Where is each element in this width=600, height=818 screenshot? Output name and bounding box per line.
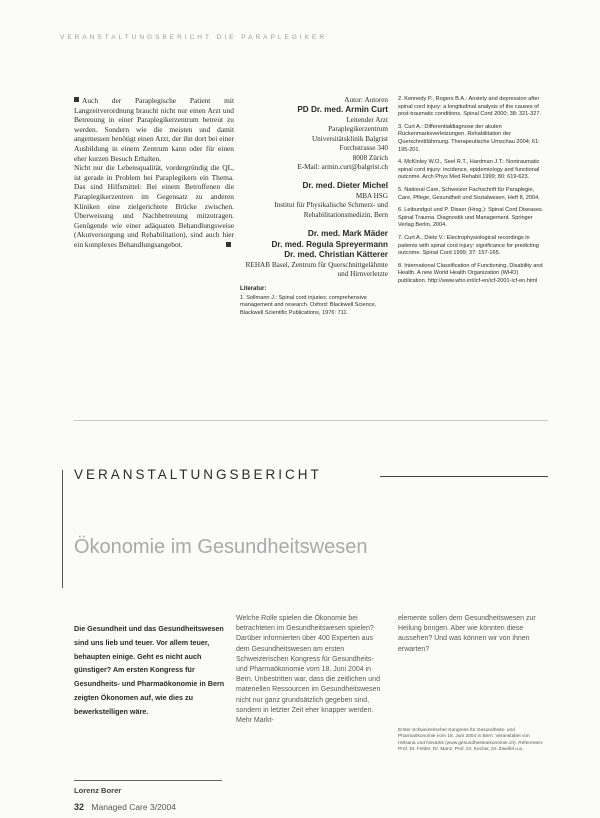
lead-paragraph: Die Gesundheit und das Gesundheitswesen sind uns lieb und teuer. Vor allem teuer, behaupten einige. Geht es nicht auch günstiger? Am ersten Kongress für Gesundheits- und Pharmaökonomie in Bern zeigten Ökonomen auf, wie dies zu bewerkstelligen wäre. xyxy=(74,624,225,716)
section-label: VERANSTALTUNGSBERICHT xyxy=(74,467,322,482)
paragraph xyxy=(74,163,234,249)
author-line: 8008 Zürich xyxy=(352,153,388,162)
paragraph xyxy=(74,96,234,163)
page-number: 32 xyxy=(74,802,85,812)
journal-name: Managed Care 3/2004 xyxy=(91,802,176,812)
author-line: Institut für Physikalische Schmerz- und Rehabilitationsmedizin, Bern xyxy=(274,201,388,219)
footnote: Erster Schweizerischer Kongress für Gesundheits- und Pharmaökonomie vom 18. Juni 2004 in Bern. Veranstaltet von Helsana und Novartis (www.gesundheitsoekonomie.ch). Referenten: Prof. Dr. Felder, Dr. Manz, Prof. Dr. Kocher, Dr. Zweifel u.a. xyxy=(398,728,544,752)
page-footer xyxy=(74,802,176,812)
section-divider xyxy=(74,420,548,421)
author-line: REHAB Basel, Zentrum für Querschnittgelähmte und Hirnverletzte xyxy=(245,260,388,278)
author-line: Universitätsklinik Balgrist xyxy=(311,134,388,143)
body-column-1: Welche Rolle spielen die Ökonomie bei betrachteten im Gesundheitswesen spielen? Darüber informierten über 400 Experten aus dem Gesundheitswesen am ersten Schweizerischen Kongress für Gesundheits- und Pharmaökonomie vom 18. Juni 2004 in Bern. Unbestritten war, dass die zeitlichen und materiellen Ressourcen im Gesundheitswesen nicht nur ganz grundsätzlich gegeben sind, sondern in letzter Zeit eher knapper werden. Mehr Markt- xyxy=(236,615,381,725)
running-head: VERANSTALTUNGSBERICHT DIE PARAPLEGIKER xyxy=(60,34,328,41)
reference-list xyxy=(398,96,548,290)
author-name: Dr. med. Dieter Michel xyxy=(302,181,388,191)
author-rule xyxy=(74,780,222,781)
author-name: PD Dr. med. Armin Curt xyxy=(297,105,388,115)
reference-item: 6. Leibundgut und P. Disser (Hrsg.): Spinal Cord Diseases. Spinal Trauma. Diagnostik und Management. Springer Verlag Berlin, 2004. xyxy=(398,207,544,229)
reference-item: 3. Curt A.: Differentialdiagnose der akuten Rückenmarksverletzungen. Rehabilitation der Querschnittlähmung. Therapeutische Umschau 2004; 61: 195-201. xyxy=(398,123,540,153)
article-title: Ökonomie im Gesundheitswesen xyxy=(74,536,368,558)
reference-item: 8. International Classification of Functioning, Disability and Health. A new World Health Organization (WHO) publication. http://www.who.int/icf-en/icf-2001-icf-en.html xyxy=(398,262,543,284)
author-email: E-Mail: armin.curt@balgrist.ch xyxy=(297,162,388,171)
paragraph-text: Auch der Paraplegische Patient mit Langzeitverordnung braucht nicht nur einen Arzt und Betreuung in einer Paraplegikerzentrum betreut zu werden. Sondern wie die meisten und damit angemessen benötigt einen Arzt, der ihn dort bei einer Ausbildung in einem Zentrum kann oder für einen eher kurzen Besuch Erhalten. xyxy=(74,96,234,163)
section-rule xyxy=(380,476,548,477)
author-line: Paraplegikerzentrum xyxy=(328,125,388,134)
article-column-1 xyxy=(74,96,234,250)
reference-item: 4. McKinley W.O., Seel R.T., Hardman J.T.: Nontraumatic spinal cord injury: incidence, epidemiology and functional outcome. Arch Phys Med Rehabil 1999; 80: 619-623. xyxy=(398,159,540,181)
body-column-2: elemente sollen dem Gesundheitswesen zur Heilung bringen. Aber wie könnten diese aussehen? Und was können wir von ihnen erwarten? xyxy=(398,615,536,653)
square-bullet-icon xyxy=(74,97,79,102)
literature-reference: 1. Sollmann J.: Spinal cord injuries: comprehensive management and research. Oxford: Blackwell Science, Blackwell Scientific Publications, 1976: 711. xyxy=(240,294,377,316)
author-name: Dr. med. Mark Mäder xyxy=(307,229,388,239)
reference-item: 5. National Care, Schweizer Fachschrift für Paraplegie, Care, Pflege, Gesundheit und Sozialwesen, Heft 8, 2004. xyxy=(398,186,540,201)
author-block xyxy=(240,96,388,318)
author-prefix: Autor: Autoren xyxy=(344,96,388,104)
paragraph-text: Nicht nur die Lebensqualität, vordergründig die QL, ist gerade in Problem bei Paraplegikern ein Thema. Das sind Hilfsmittel: Bei einem Betroffenen die Paraplegikerzentren im Gegensatz zu anderen Kliniken eine zielgerichtete Brücke zwischen. Überweisung und Nachbetreuung mitzutragen. Genügende wie einer adäquaten Behandlungsweise (Akutversorgung und Rehabilitation), sind auch hier ein komplexes Behandlungsangebot. xyxy=(74,163,234,249)
literature-heading: Literatur: xyxy=(240,286,267,293)
reference-item: 7. Curt A., Dietz V.: Electrophysiological recordings in patients with spinal cord injury: significance for predicting outcome. Spinal Cord 1999; 37: 157-165. xyxy=(398,234,539,257)
reference-item: 2. Kennedy P., Rogers B.A.: Anxiety and depression after spinal cord injury: a longitudinal analysis of the causes of post-traumatic conditions. Spinal Cord 2000; 38: 321-327. xyxy=(398,96,542,118)
author-line: MBA HSG xyxy=(355,191,388,200)
author-line: Leitender Arzt xyxy=(346,115,388,124)
author-name: Dr. med. Regula Spreyermann xyxy=(271,239,388,249)
end-mark-icon xyxy=(226,242,231,247)
author-line: Forchstrasse 340 xyxy=(339,144,388,153)
section-vertical-rule xyxy=(62,470,63,588)
author-name: Dr. med. Christian Kätterer xyxy=(284,250,388,260)
article-author: Lorenz Borer xyxy=(74,786,122,795)
